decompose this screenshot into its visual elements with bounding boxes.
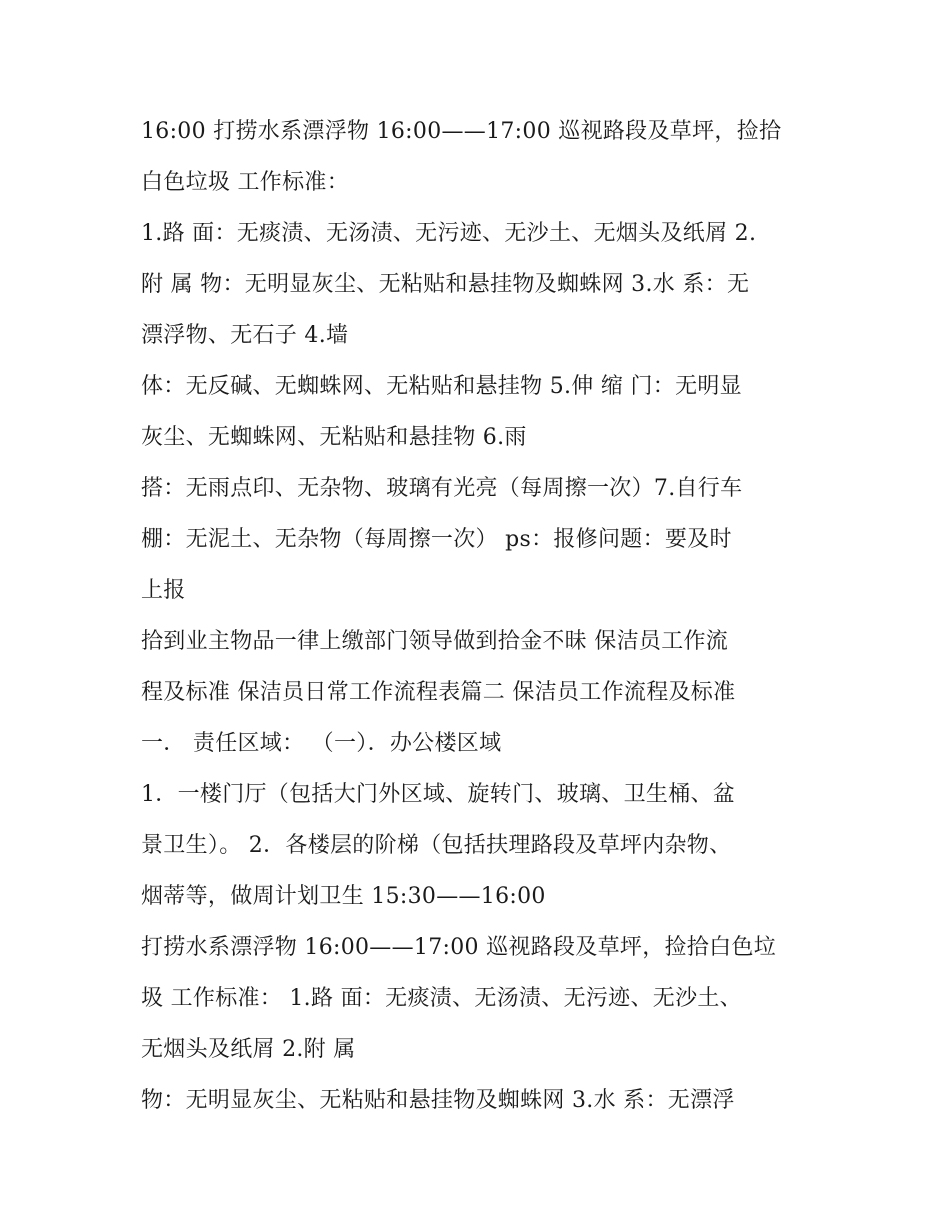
text-line: 1．一楼门厅（包括大门外区域、旋转门、玻璃、卫生桶、盆 <box>141 782 736 807</box>
text-line: 棚：无泥土、无杂物（每周擦一次） ps：报修问题：要及时 <box>141 527 732 552</box>
text-line: 16:00 打捞水系漂浮物 16:00——17:00 巡视路段及草坪，捡拾 <box>141 119 782 144</box>
text-line: 搭：无雨点印、无杂物、玻璃有光亮（每周擦一次）7.自行车 <box>141 476 743 501</box>
text-line: 体：无反碱、无蜘蛛网、无粘贴和悬挂物 5.伸 缩 门：无明显 <box>141 374 742 399</box>
text-line: 一． 责任区域： （一）．办公楼区域 <box>141 731 502 756</box>
text-line: 景卫生）。 2．各楼层的阶梯（包括扶理路段及草坪内杂物、 <box>141 833 732 858</box>
text-line: 上报 <box>141 578 186 603</box>
text-line: 灰尘、无蜘蛛网、无粘贴和悬挂物 6.雨 <box>141 425 527 450</box>
text-line: 物：无明显灰尘、无粘贴和悬挂物及蜘蛛网 3.水 系：无漂浮 <box>141 1088 735 1113</box>
document-body <box>141 106 821 1126</box>
text-line: 白色垃圾 工作标准： <box>141 170 349 195</box>
text-line: 程及标准 保洁员日常工作流程表篇二 保洁员工作流程及标准 <box>141 680 736 705</box>
text-line: 1.路 面：无痰渍、无汤渍、无污迹、无沙土、无烟头及纸屑 2. <box>141 221 757 246</box>
text-line: 烟蒂等，做周计划卫生 15:30——16:00 <box>141 884 546 909</box>
text-line: 拾到业主物品一律上缴部门领导做到拾金不昧 保洁员工作流 <box>141 629 729 654</box>
text-line: 漂浮物、无石子 4.墙 <box>141 323 349 348</box>
text-line: 打捞水系漂浮物 16:00——17:00 巡视路段及草坪，捡拾白色垃 <box>141 935 776 960</box>
text-line: 圾 工作标准： 1.路 面：无痰渍、无汤渍、无污迹、无沙土、 <box>141 986 742 1011</box>
text-line: 附 属 物：无明显灰尘、无粘贴和悬挂物及蜘蛛网 3.水 系：无 <box>141 272 750 297</box>
text-line: 无烟头及纸屑 2.附 属 <box>141 1037 356 1062</box>
